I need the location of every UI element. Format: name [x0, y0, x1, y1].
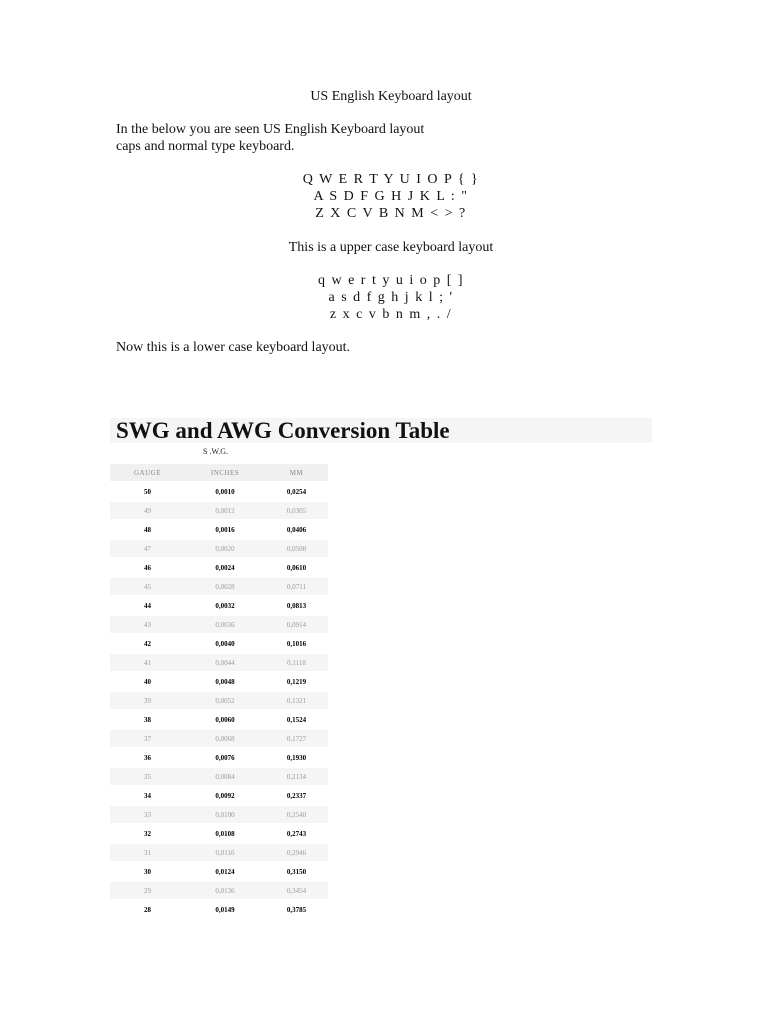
- inches-cell: 0,0016: [185, 521, 265, 538]
- gauge-cell: 36: [110, 749, 185, 766]
- table-row: [110, 635, 328, 652]
- table-row: [110, 521, 328, 538]
- table-row: [110, 654, 328, 671]
- table-row: [110, 825, 328, 842]
- gauge-cell: 43: [110, 616, 185, 633]
- gauge-cell: 39: [110, 692, 185, 709]
- mm-cell: 0,2946: [265, 844, 328, 861]
- inches-cell: 0,0068: [185, 730, 265, 747]
- gauge-cell: 29: [110, 882, 185, 899]
- table-body: [110, 483, 328, 918]
- mm-cell: 0,0813: [265, 597, 328, 614]
- table-row: [110, 483, 328, 500]
- gauge-cell: 45: [110, 578, 185, 595]
- table-row: [110, 806, 328, 823]
- table-row: [110, 711, 328, 728]
- lower-case-row-2: a s d f g h j k l ; ': [328, 290, 454, 305]
- lower-case-row-1: q w e r t y u i o p [ ]: [317, 273, 465, 288]
- keyboard-layout-title: US English Keyboard layout: [310, 89, 472, 104]
- intro-text-line-2: caps and normal type keyboard.: [116, 139, 295, 154]
- inches-cell: 0,0020: [185, 540, 265, 557]
- table-row: [110, 540, 328, 557]
- mm-cell: 0,0711: [265, 578, 328, 595]
- mm-cell: 0,0914: [265, 616, 328, 633]
- inches-cell: 0,0028: [185, 578, 265, 595]
- table-row: [110, 882, 328, 899]
- inches-cell: 0,0124: [185, 863, 265, 880]
- inches-cell: 0,0100: [185, 806, 265, 823]
- inches-cell: 0,0044: [185, 654, 265, 671]
- inches-cell: 0,0010: [185, 483, 265, 500]
- table-row: [110, 787, 328, 804]
- inches-cell: 0,0024: [185, 559, 265, 576]
- lower-case-caption: Now this is a lower case keyboard layout.: [116, 340, 351, 355]
- mm-column-header: MM: [265, 464, 328, 481]
- table-row: [110, 616, 328, 633]
- mm-cell: 0,0305: [265, 502, 328, 519]
- mm-cell: 0,1219: [265, 673, 328, 690]
- gauge-cell: 35: [110, 768, 185, 785]
- gauge-cell: 30: [110, 863, 185, 880]
- table-row: [110, 863, 328, 880]
- inches-cell: 0,0040: [185, 635, 265, 652]
- swg-subtitle: S .W.G.: [203, 447, 229, 456]
- swg-table-title: SWG and AWG Conversion Table: [116, 418, 450, 443]
- inches-cell: 0,0060: [185, 711, 265, 728]
- inches-cell: 0,0116: [185, 844, 265, 861]
- gauge-cell: 48: [110, 521, 185, 538]
- mm-cell: 0,3150: [265, 863, 328, 880]
- gauge-cell: 50: [110, 483, 185, 500]
- inches-cell: 0,0136: [185, 882, 265, 899]
- gauge-cell: 28: [110, 901, 185, 918]
- gauge-cell: 47: [110, 540, 185, 557]
- mm-cell: 0,0610: [265, 559, 328, 576]
- upper-case-row-3: Z X C V B N M < > ?: [315, 206, 467, 221]
- inches-cell: 0,0036: [185, 616, 265, 633]
- gauge-cell: 34: [110, 787, 185, 804]
- inches-column-header: INCHES: [185, 464, 265, 481]
- mm-cell: 0,0406: [265, 521, 328, 538]
- inches-cell: 0,0108: [185, 825, 265, 842]
- gauge-column-header: GAUGE: [110, 464, 185, 481]
- table-row: [110, 768, 328, 785]
- mm-cell: 0,2540: [265, 806, 328, 823]
- upper-case-row-1: Q W E R T Y U I O P { }: [302, 172, 480, 187]
- table-row: [110, 901, 328, 918]
- inches-cell: 0,0084: [185, 768, 265, 785]
- table-row: [110, 844, 328, 861]
- mm-cell: 0,2337: [265, 787, 328, 804]
- inches-cell: 0,0092: [185, 787, 265, 804]
- table-row: [110, 559, 328, 576]
- table-row: [110, 692, 328, 709]
- gauge-cell: 46: [110, 559, 185, 576]
- gauge-cell: 40: [110, 673, 185, 690]
- lower-case-row-3: z x c v b n m , . /: [329, 307, 453, 322]
- mm-cell: 0,3454: [265, 882, 328, 899]
- gauge-cell: 33: [110, 806, 185, 823]
- mm-cell: 0,1321: [265, 692, 328, 709]
- mm-cell: 0,0254: [265, 483, 328, 500]
- inches-cell: 0,0076: [185, 749, 265, 766]
- mm-cell: 0,1930: [265, 749, 328, 766]
- table-row: [110, 502, 328, 519]
- gauge-cell: 42: [110, 635, 185, 652]
- inches-cell: 0,0048: [185, 673, 265, 690]
- inches-cell: 0,0012: [185, 502, 265, 519]
- table-row: [110, 730, 328, 747]
- table-row: [110, 578, 328, 595]
- gauge-cell: 37: [110, 730, 185, 747]
- swg-conversion-table: [110, 462, 328, 920]
- gauge-cell: 31: [110, 844, 185, 861]
- gauge-cell: 38: [110, 711, 185, 728]
- gauge-cell: 44: [110, 597, 185, 614]
- table-row: [110, 749, 328, 766]
- upper-case-caption: This is a upper case keyboard layout: [288, 240, 494, 255]
- mm-cell: 0,2743: [265, 825, 328, 842]
- table-header-row: [110, 464, 328, 481]
- inches-cell: 0,0149: [185, 901, 265, 918]
- gauge-cell: 49: [110, 502, 185, 519]
- mm-cell: 0,1016: [265, 635, 328, 652]
- mm-cell: 0,3785: [265, 901, 328, 918]
- inches-cell: 0,0052: [185, 692, 265, 709]
- mm-cell: 0,0508: [265, 540, 328, 557]
- gauge-cell: 32: [110, 825, 185, 842]
- gauge-cell: 41: [110, 654, 185, 671]
- upper-case-row-2: A S D F G H J K L : ": [313, 189, 469, 204]
- table-row: [110, 597, 328, 614]
- mm-cell: 0,1727: [265, 730, 328, 747]
- table-row: [110, 673, 328, 690]
- mm-cell: 0,2134: [265, 768, 328, 785]
- intro-text-line-1: In the below you are seen US English Keyboard layout: [116, 122, 425, 137]
- inches-cell: 0,0032: [185, 597, 265, 614]
- mm-cell: 0,1118: [265, 654, 328, 671]
- mm-cell: 0,1524: [265, 711, 328, 728]
